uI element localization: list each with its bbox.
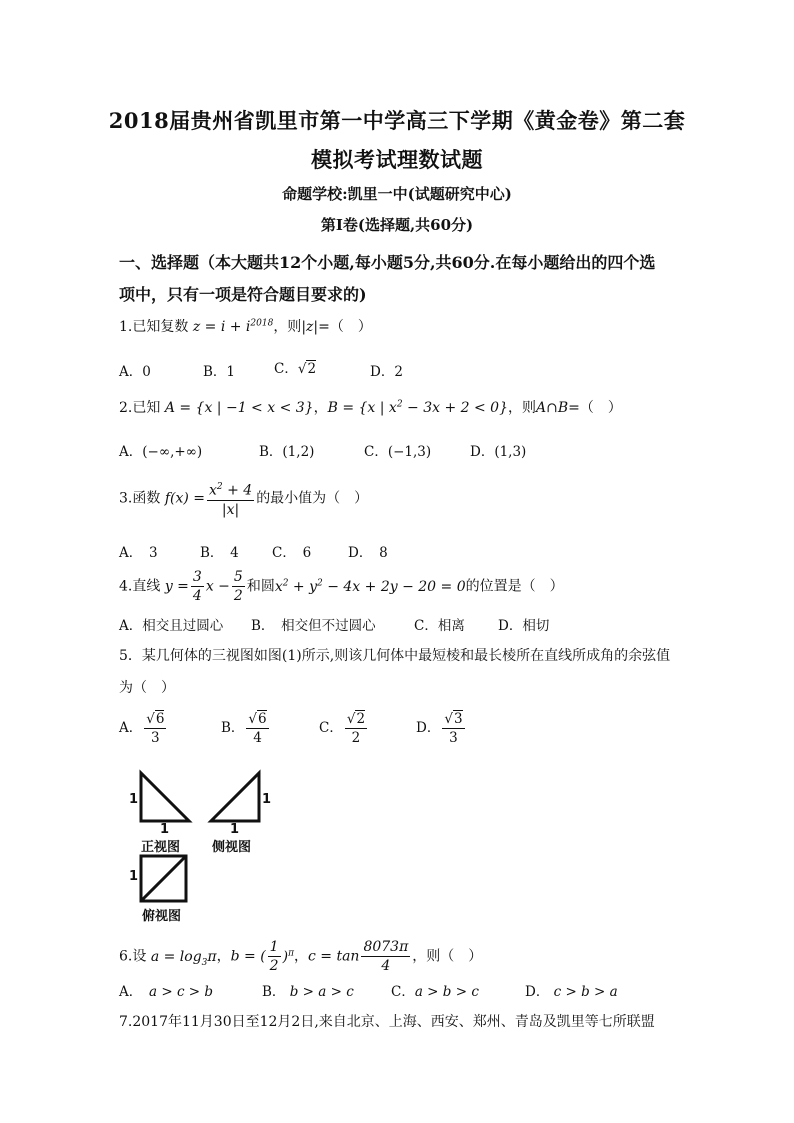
q3-option-a: A． 3	[119, 545, 158, 561]
q1-formula: $z = i + i^{2018}$	[192, 318, 274, 335]
q2-option-d: D．(1,3)	[470, 444, 527, 460]
q1-option-d: D．2	[370, 364, 403, 380]
question-6: 6.设 $a = \log_3\pi$，b = ( $\frac{1}{2}$ )$^\pi$，c = tan $\frac{8073\pi}{4}$ ，则（ ）	[119, 939, 483, 974]
q4-option-d: D．相切	[498, 618, 550, 634]
question-2: 2.已知 A = {x | −1 < x < 3}，B = {x | $x^2 - 3x + 2 < 0$}，则A∩B=（ ）	[119, 399, 622, 416]
top-view-diagonal	[141, 856, 186, 901]
front-view-width-label: 1	[160, 822, 170, 837]
q1-option-b: B．1	[203, 364, 236, 380]
q1-option-c: C．√2	[274, 361, 317, 377]
q5-option-d: D． $\frac{√3}{3}$	[416, 711, 463, 746]
q6-option-b: B． b > a > c	[262, 984, 354, 1000]
side-view-shape	[211, 773, 259, 821]
q2-option-b: B．(1,2)	[259, 444, 315, 460]
q5-option-b: B． $\frac{√6}{4}$	[221, 711, 267, 746]
q2-set-a: A = {x | −1 < x < 3}	[164, 400, 314, 416]
paper-title-line2: 模拟考试理数试题	[311, 147, 483, 172]
question-5-line2: 为（ ）	[119, 680, 175, 696]
question-1: 1.已知复数 $z = i + i^{2018}$，则|z|=（ ）	[119, 318, 372, 335]
q6-c: c = tan	[307, 948, 360, 965]
q2-set-b: B = {x | $x^2 - 3x + 2 < 0$}	[327, 399, 508, 416]
top-view-caption: 俯视图	[142, 909, 182, 924]
q3-option-c: C． 6	[272, 545, 312, 561]
q6-option-c: C．a > b > c	[391, 984, 479, 1000]
q6-a: $a = \log_3\pi$	[150, 948, 217, 968]
section-heading-line1: 一、选择题（本大题共12个小题,每小题5分,共60分.在每小题给出的四个选	[119, 253, 656, 272]
front-view-height-label: 1	[129, 792, 139, 807]
side-view-height-label: 1	[262, 792, 272, 807]
q3-option-b: B． 4	[200, 545, 239, 561]
side-view-width-label: 1	[230, 822, 240, 837]
school-line: 命题学校:凯里一中(试题研究中心)	[282, 185, 512, 203]
question-5-line1: 5．某几何体的三视图如图(1)所示,则该几何体中最短棱和最长棱所在直线所成角的余弦值	[119, 648, 671, 664]
q6-option-a: A． a > c > b	[119, 984, 214, 1000]
q2-option-c: C．(−1,3)	[364, 444, 432, 460]
q5-option-a: A． $\frac{√6}{3}$	[119, 711, 165, 746]
q5-option-c: C． $\frac{√2}{2}$	[319, 711, 366, 746]
front-view-caption: 正视图	[141, 840, 181, 855]
q6-option-d: D． c > b > a	[525, 984, 618, 1000]
question-4: 4.直线 y = $\frac{3}{4}$ x − $\frac{5}{2}$ 和圆$x^2 + y^2 - 4x + 2y - 20 = 0$的位置是（ ）	[119, 569, 564, 604]
q4-option-a: A．相交且过圆心	[119, 618, 224, 634]
q2-option-a: A．(−∞,+∞)	[119, 444, 203, 460]
paper-title-line1: 2018届贵州省凯里市第一中学高三下学期《黄金卷》第二套	[108, 108, 686, 133]
q3-formula: f(x) =	[164, 490, 205, 507]
q4-circle: $x^2 + y^2 - 4x + 2y - 20 = 0$	[274, 577, 466, 595]
q3-option-d: D． 8	[348, 545, 388, 561]
question-3: 3.函数 f(x) = $\frac{x^2 + 4}{|x|}$ 的最小值为（ ）	[119, 478, 368, 519]
front-view-shape	[141, 773, 189, 821]
top-view-height-label: 1	[129, 869, 139, 884]
q1-option-a: A．0	[119, 364, 151, 380]
question-7-line1: 7.2017年11月30日至12月2日,来自北京、上海、西安、郑州、青岛及凯里等七所联盟	[119, 1014, 655, 1030]
q4-option-c: C．相离	[414, 618, 465, 634]
q4-line: y =	[164, 578, 189, 595]
side-view-caption: 侧视图	[212, 840, 252, 855]
q4-option-b: B． 相交但不过圆心	[251, 618, 376, 634]
section-heading-line2: 项中，只有一项是符合题目要求的)	[119, 285, 367, 304]
volume-line: 第I卷(选择题,共60分)	[320, 216, 474, 234]
q6-b: b = (	[230, 948, 266, 965]
